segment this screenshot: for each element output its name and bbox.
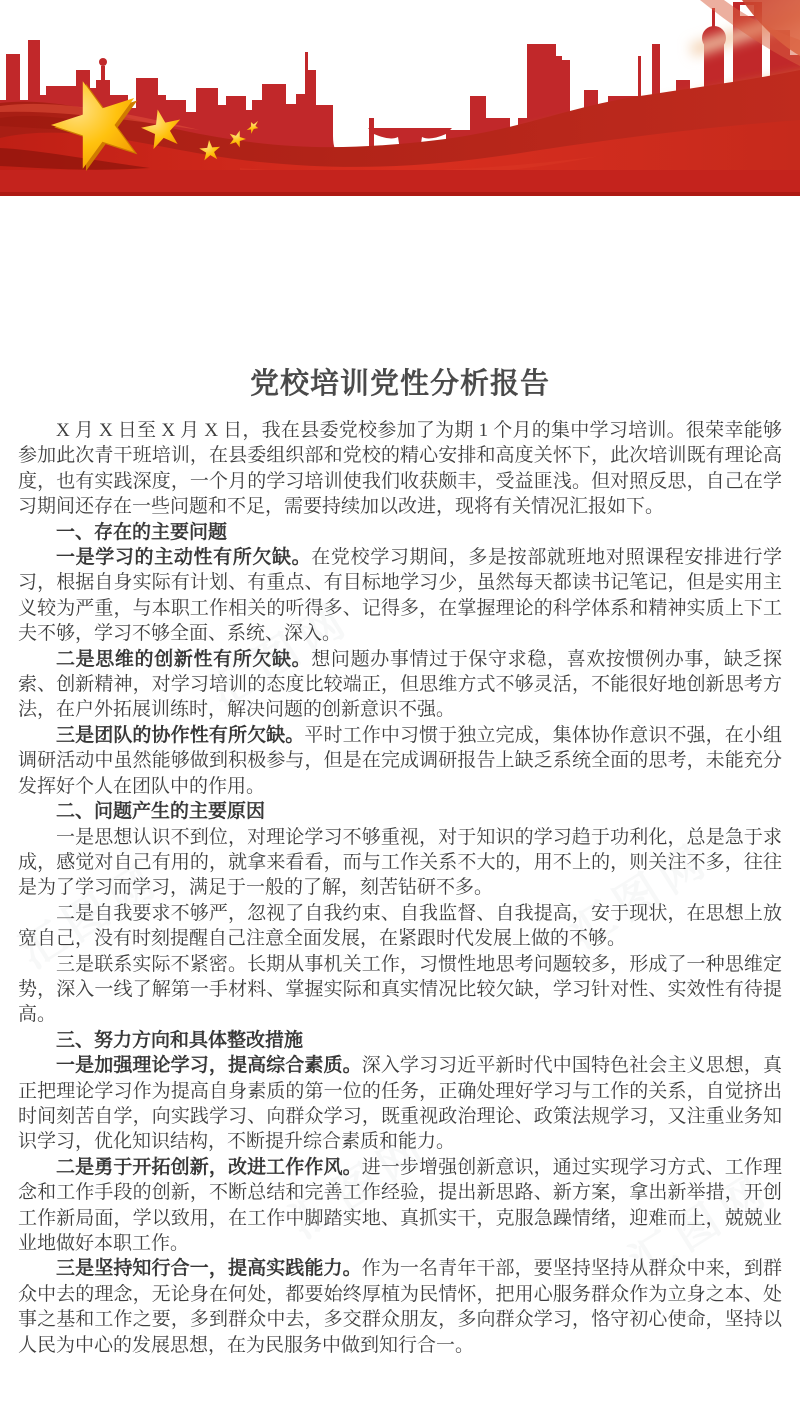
- paragraph-text: 在党校学习期间，多是按部就班地对照课程安排进行学习，根据自身实际有计划、有重点、有目标地学习少，虽然每天都读书记笔记，但是实用主义较为严重，与本职工作相关的听得多、记得多，在掌握理论的科学体系和精神实质上下工夫不够，学习不够全面、系统、深入。: [18, 547, 782, 645]
- paragraph-text: 一、存在的主要问题: [56, 521, 228, 543]
- paragraph: [18, 1256, 782, 1358]
- document-body: [18, 418, 782, 1358]
- paragraph-text: 二、问题产生的主要原因: [56, 801, 266, 823]
- paragraph-text: 作为一名青年干部，要坚持坚持从群众中来，到群众中去的理念，无论身在何处，都要始终厚植为民情怀，把用心服务群众作为立身之本、处事之基和工作之要，多到群众中去，多交群众朋友，多向群众学习，恪守初心使命，坚持以人民为中心的发展思想，在为民服务中做到知行合一。: [18, 1258, 782, 1356]
- paragraph: [18, 545, 782, 647]
- section-heading: [18, 1028, 782, 1053]
- paragraph-text: 平时工作中习惯于独立完成，集体协作意识不强，在小组调研活动中虽然能够做到积极参与，但是在完成调研报告上缺乏系统全面的思考，未能充分发挥好个人在团队中的作用。: [18, 724, 782, 797]
- section-heading: [18, 520, 782, 545]
- paragraph: [18, 1053, 782, 1155]
- paragraph-text: 二是自我要求不够严，忽视了自我约束、自我监督、自我提高，安于现状，在思想上放宽自己，没有时刻提醒自己注意全面发展，在紧跟时代发展上做的不够。: [18, 902, 782, 950]
- paragraph-text: 一是思想认识不到位，对理论学习不够重视，对于知识的学习趋于功利化，总是急于求成，感觉对自己有用的，就拿来看看，而与工作关系不大的，用不上的，则关注不多，往往是为了学习而学习，满足于一般的了解，刻苦钻研不多。: [18, 826, 782, 899]
- paragraph-text: 深入学习习近平新时代中国特色社会主义思想，真正把理论学习作为提高自身素质的第一位的任务，正确处理好学习与工作的关系，自觉挤出时间刻苦自学，向实践学习、向群众学习，既重视政治理论、政策法规学习，又注重业务知识学习，优化知识结构，不断提升综合素质和能力。: [18, 1055, 782, 1153]
- paragraph: [18, 1155, 782, 1257]
- paragraph: [18, 647, 782, 723]
- paragraph-text: 进一步增强创新意识，通过实现学习方式、工作理念和工作手段的创新，不断总结和完善工作经验，提出新思路、新方案，拿出新举措，开创工作新局面，学以致用，在工作中脚踏实地、真抓实干，克服急躁情绪，迎难而上，兢兢业业地做好本职工作。: [18, 1156, 782, 1254]
- paragraph: [18, 723, 782, 799]
- paragraph: [18, 418, 782, 520]
- paragraph-lead: 二是勇于开拓创新，改进工作作风。: [56, 1156, 362, 1178]
- paragraph: [18, 825, 782, 901]
- page-title: 党校培训党性分析报告: [249, 368, 550, 400]
- paragraph-text: 三是联系实际不紧密。长期从事机关工作，习惯性地思考问题较多，形成了一种思维定势，深入一线了解第一手材料、掌握实际和真实情况比较欠缺，学习针对性、实效性有待提高。: [18, 953, 782, 1026]
- paragraph-text: 想问题办事情过于保守求稳，喜欢按惯例办事，缺乏探索、创新精神，对学习培训的态度比较端正，但思维方式不够灵活，不能很好地创新思考方法，在户外拓展训练时，解决问题的创新意识不强。: [18, 648, 782, 721]
- paragraph-text: 三、努力方向和具体整改措施: [56, 1029, 304, 1051]
- paragraph: [18, 901, 782, 952]
- banner-artwork: [0, 0, 800, 196]
- paragraph-text: X 月 X 日至 X 月 X 日，我在县委党校参加了为期 1 个月的集中学习培训。很荣幸能够参加此次青干班培训，在县委组织部和党校的精心安排和高度关怀下，此次培训既有理论高度，也有实践深度，一个月的学习培训使我们收获颇丰，受益匪浅。但对照反思，自己在学习期间还存在一些问题和不足，需要持续加以改进，现将有关情况汇报如下。: [18, 420, 782, 518]
- paragraph-lead: 三是坚持知行合一，提高实践能力。: [56, 1258, 362, 1280]
- section-heading: [18, 799, 782, 824]
- paragraph-lead: 一是加强理论学习，提高综合素质。: [56, 1055, 362, 1077]
- paragraph: [18, 952, 782, 1028]
- paragraph-lead: 一是学习的主动性有所欠缺。: [56, 547, 312, 569]
- paragraph-lead: 二是思维的创新性有所欠缺。: [56, 648, 312, 670]
- antenna-ball: [99, 58, 107, 66]
- paragraph-lead: 三是团队的协作性有所欠缺。: [56, 724, 305, 746]
